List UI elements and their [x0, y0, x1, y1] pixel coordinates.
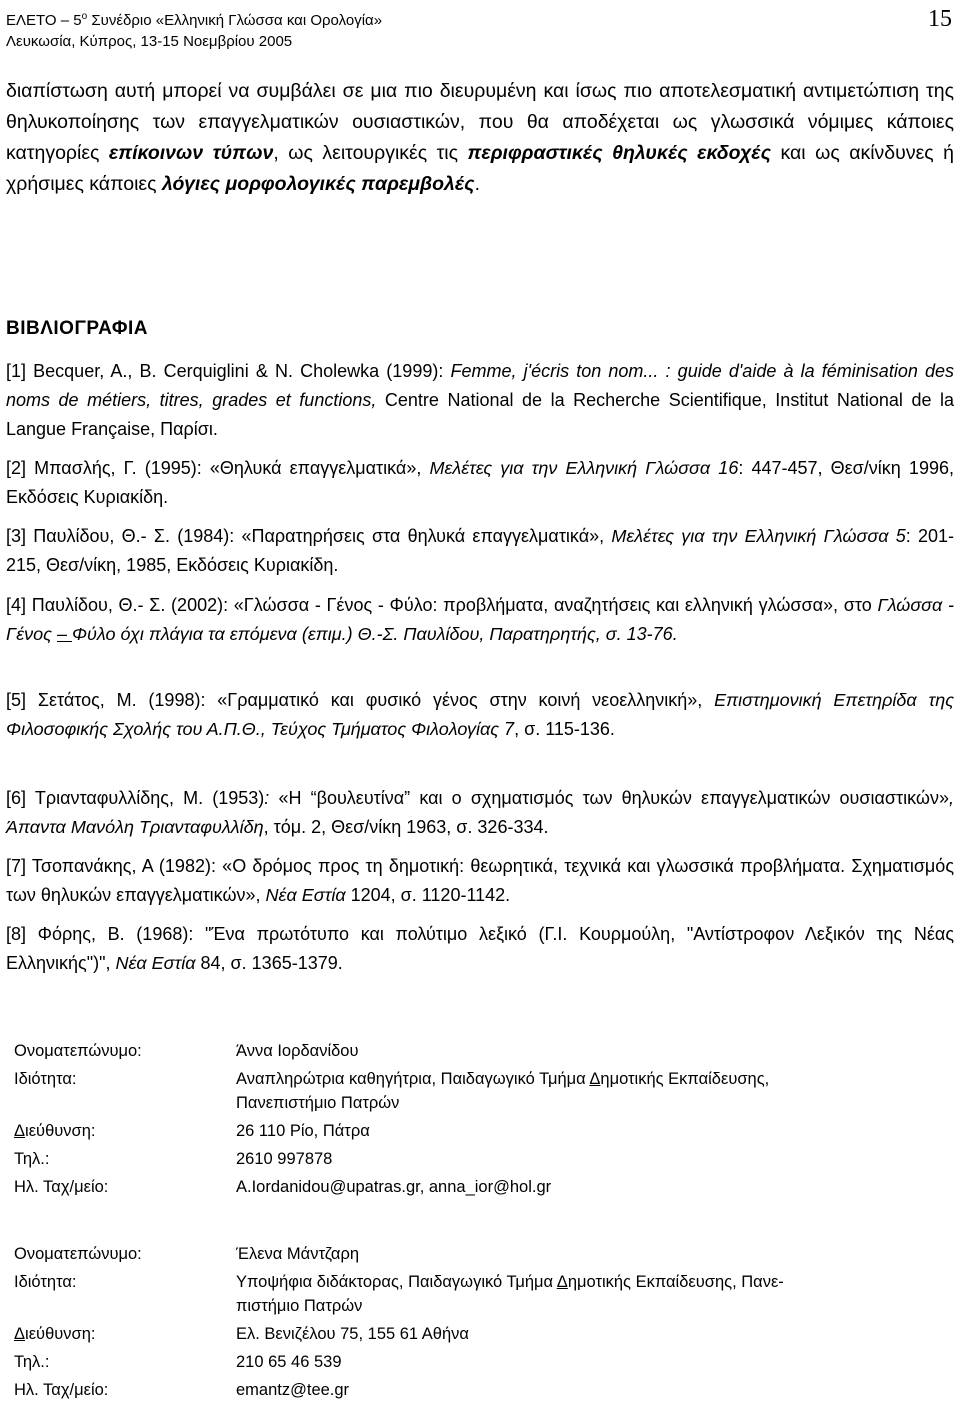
reference-5: [5] Σετάτος, Μ. (1998): «Γραμματικό και φυσικό γένος στην κοινή νεοελληνική», Επιστημονική Επετηρίδα της Φιλοσοφικής Σχολής του Α.Π.Θ., Τεύχος Τμήματος Φιλολογίας 7, σ. 115-136. — [6, 690, 955, 739]
reference-1: [1] Becquer, A., B. Cerquiglini & N. Cholewka (1999): Femme, j'écris ton nom... : guide d'aide à la féminisation des noms de métiers, titres, grades et functions, Centre National de la Recherche Scientifique, Institut National de la Langue Française, Παρίσι. — [6, 361, 955, 439]
author-contact-1 — [14, 1039, 944, 1199]
page-number: 15 — [928, 6, 952, 32]
reference-6: [6] Τριανταφυλλίδης, Μ. (1953): «Η “βουλευτίνα” και ο σχηματισμός των θηλυκών επαγγελματικών ουσιαστικών», Άπαντα Μανόλη Τριανταφυλλίδη, τόμ. 2, Θεσ/νίκη 1963, σ. 326-334. — [6, 788, 954, 837]
email-label: Ηλ. Ταχ/μείο: — [14, 1178, 109, 1196]
author-name: Έλενα Μάντζαρη — [236, 1245, 360, 1263]
conference-venue: Λευκωσία, Κύπρος, 13-15 Νοεμβρίου 2005 — [6, 33, 293, 50]
author-role: Υποψήφια διδάκτορας, Παιδαγωγικό Τμήμα Δημοτικής Εκπαίδευσης, Πανε- πιστήμιο Πατρών — [236, 1273, 784, 1315]
role-label: Ιδιότητα: — [14, 1070, 77, 1088]
author-address: 26 110 Ρίο, Πάτρα — [236, 1122, 370, 1140]
reference-8: [8] Φόρης, Β. (1968): "Ένα πρωτότυπο και πολύτιμο λεξικό (Γ.Ι. Κουρμούλη, "Αντίστροφον Λεξικόν της Νέας Ελληνικής")", Νέα Εστία 84, σ. 1365-1379. — [6, 924, 954, 973]
reference-4: [4] Παυλίδου, Θ.- Σ. (2002): «Γλώσσα - Γένος - Φύλο: προβλήματα, αναζητήσεις και ελληνική γλώσσα», στο Γλώσσα - Γένος – Φύλο όχι πλάγια τα επόμενα (επιμ.) Θ.-Σ. Παυλίδου, Παρατηρητής, σ. 13-76. — [6, 595, 954, 644]
address-label: Διεύθυνση: — [14, 1122, 96, 1140]
role-label: Ιδιότητα: — [14, 1273, 77, 1291]
name-label: Ονοματεπώνυμο: — [14, 1042, 142, 1060]
author-phone: 210 65 46 539 — [236, 1353, 342, 1371]
author-email: A.Iordanidou@upatras.gr, anna_ior@hol.gr — [236, 1178, 552, 1196]
author-contact-2 — [14, 1242, 944, 1402]
author-email: emantz@tee.gr — [236, 1381, 350, 1399]
reference-2: [2] Μπασλής, Γ. (1995): «Θηλυκά επαγγελματικά», Μελέτες για την Ελληνική Γλώσσα 16: 447-457, Θεσ/νίκη 1996, Εκδόσεις Κυριακίδη. — [6, 458, 954, 507]
reference-3: [3] Παυλίδου, Θ.- Σ. (1984): «Παρατηρήσεις στα θηλυκά επαγγελματικά», Μελέτες για την Ελληνική Γλώσσα 5: 201-215, Θεσ/νίκη, 1985, Εκδόσεις Κυριακίδη. — [6, 526, 954, 575]
reference-7: [7] Τσοπανάκης, Α (1982): «Ο δρόμος προς τη δημοτική: θεωρητικά, τεχνικά και γλωσσικά προβλήματα. Σχηματισμός των θηλυκών επαγγελματικών», Νέα Εστία 1204, σ. 1120-1142. — [6, 856, 954, 905]
address-label: Διεύθυνση: — [14, 1325, 96, 1343]
email-label: Ηλ. Ταχ/μείο: — [14, 1381, 109, 1399]
conference-title: ΕΛΕΤΟ – $5^o$ Συνέδριο «Ελληνική Γλώσσα και Ορολογία» — [6, 11, 383, 29]
phone-label: Τηλ.: — [14, 1353, 50, 1371]
author-address: Ελ. Βενιζέλου 75, 155 61 Αθήνα — [236, 1325, 469, 1343]
author-name: Άννα Ιορδανίδου — [236, 1042, 359, 1060]
bibliography-heading: ΒΙΒΛΙΟΓΡΑΦΙΑ — [6, 318, 148, 339]
phone-label: Τηλ.: — [14, 1150, 50, 1168]
author-phone: 2610 997878 — [236, 1150, 333, 1168]
name-label: Ονοματεπώνυμο: — [14, 1245, 142, 1263]
body-paragraph: διαπίστωση αυτή μπορεί να συμβάλει σε μια πιο διευρυμένη και ίσως πιο αποτελεσματική αντιμετώπιση της θηλυκοποίησης των επαγγελματικών ουσιαστικών, που θα αποδέχεται ως γλωσσικά νόμιμες κάποιες κατηγορίες επίκοινων τύπων, ως λειτουργικές τις περιφραστικές θηλυκές εκδοχές και ως ακίνδυνες ή χρήσιμες κάποιες λόγιες μορφολογικές παρεμβολές. — [6, 80, 954, 195]
running-header — [6, 6, 382, 52]
author-role: Αναπληρώτρια καθηγήτρια, Παιδαγωγικό Τμήμα Δημοτικής Εκπαίδευσης, Πανεπιστήμιο Πατρών — [236, 1070, 770, 1112]
